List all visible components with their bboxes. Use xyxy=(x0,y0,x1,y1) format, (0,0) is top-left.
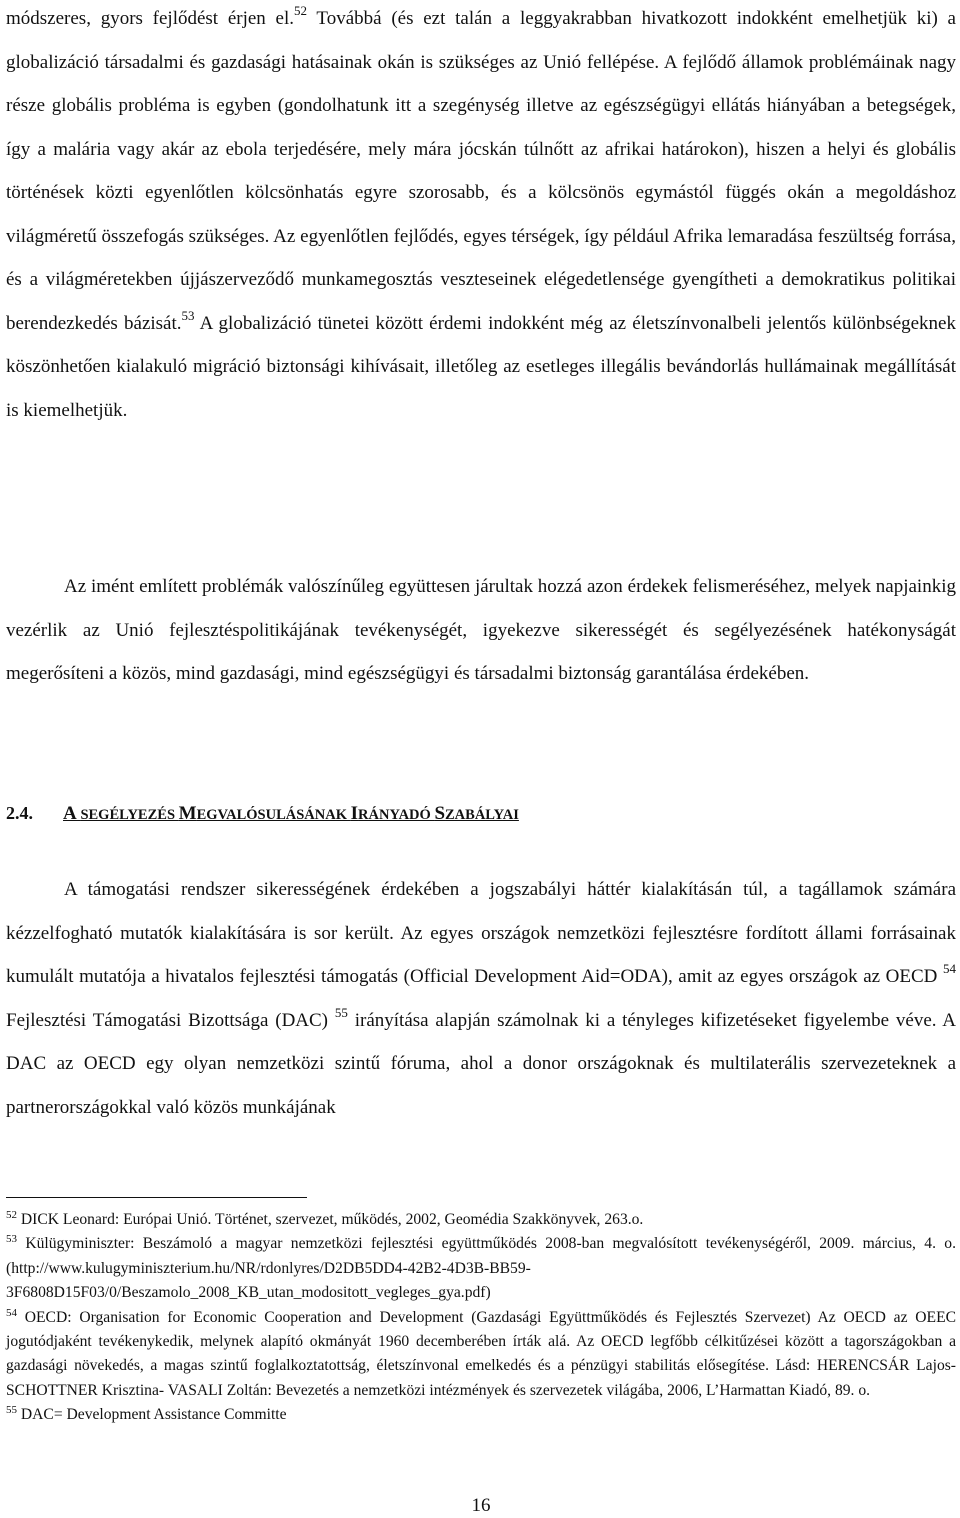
footnote-number: 52 xyxy=(6,1208,17,1221)
footnote-text: DAC= Development Assistance Committe xyxy=(17,1406,287,1424)
paragraph-text: Továbbá (és ezt talán a leggyakrabban hivatkozott indokként emelhetjük ki) a globalizáció társadalmi és gazdasági hatásainak okán is szükséges az Unió fellépése. A fejlődő államok problémáinak nagy része globális probléma is egyben (gondolhatunk itt a szegénység illetve az egészségügyi ellátás hiányában a betegségek, így a malária vagy akár az ebola terjedésére, mely mára jócskán túlnőtt az afrikai határokon), hiszen a helyi és globális történések közti egyenlőtlen kölcsönhatás egyre szorosabb, és a kölcsönös egymástól függés okán a megoldáshoz világméretű összefogás szükséges. Az egyenlőtlen fejlődés, egyes térségek, így például Afrika lemaradása feszültség forrása, és a világméretekben újjászerveződő munkamegosztás veszteseinek elégedetlensége gyengítheti a demokratikus politikai berendezkedés bázisát. xyxy=(6,8,956,334)
section-number: 2.4. xyxy=(6,803,33,823)
footnote-ref-55[interactable]: 55 xyxy=(334,1004,348,1020)
footnote-54 xyxy=(6,1306,956,1404)
footnote-53 xyxy=(6,1232,956,1305)
footnote-number: 53 xyxy=(6,1233,17,1246)
footnote-ref-52[interactable]: 52 xyxy=(294,2,308,18)
section-title: A SEGÉLYEZÉS MEGVALÓSULÁSÁNAK IRÁNYADÓ SZABÁLYAI xyxy=(63,803,519,824)
paragraph-text: Fejlesztési Támogatási Bizottsága (DAC) xyxy=(6,1009,329,1031)
footnote-text: DICK Leonard: Európai Unió. Történet, szervezet, működés, 2002, Geomédia Szakkönyvek, 263.o. xyxy=(17,1211,644,1228)
paragraph-text: A támogatási rendszer sikerességének érdekében a jogszabályi háttér kialakításán túl, a tagállamok számára kézzelfogható mutatók kialakítására is sor került. Az egyes országok nemzetközi fejlesztésre fordított állami forrásainak kumulált mutatója a hivatalos fejlesztési támogatás (Official Development Aid=ODA), amit az egyes országok az OECD xyxy=(6,879,956,988)
document-page xyxy=(6,0,956,1517)
paragraph-text: irányítása alapján számolnak ki a tényleges kifizetéseket figyelembe véve. A DAC az OECD egy olyan nemzetközi szintű fóruma, ahol a donor országoknak és multilaterális szervezeteknek a partnerországokkal való közös munkájának xyxy=(6,1009,957,1118)
footnote-number: 55 xyxy=(6,1404,17,1417)
body-paragraph-1 xyxy=(6,0,956,432)
page-number: 16 xyxy=(471,1495,491,1516)
footnote-ref-53[interactable]: 53 xyxy=(181,307,195,323)
body-paragraph-3 xyxy=(6,868,956,1129)
footnote-text: Külügyminiszter: Beszámoló a magyar nemzetközi fejlesztési együttműködés 2008-ban megvalósított tevékenységéről, 2009. március, 4. o. (http://www.kulugyminiszterium.hu/NR/rdonlyres/D2DB5DD4-42B2-4D3B-BB59-3F6808D15F03/0/Beszamolo_2008_KB_utan_modositott_vegleges_gya.pdf) xyxy=(6,1235,956,1302)
footnote-number: 54 xyxy=(6,1306,17,1319)
section-heading xyxy=(6,800,519,828)
footnote-55 xyxy=(6,1403,956,1427)
footnotes xyxy=(6,1208,956,1428)
footnote-text: OECD: Organisation for Economic Cooperation and Development (Gazdasági Együttműködés és Fejlesztés Szervezet) Az OECD az OEEC jogutódjaként tevékenykedik, melynek alapító okmányát 1960 decemberében írták alá. Az OECD legfőbb célkitűzései között a tagországokban a gazdasági növekedés, a magas szintű foglalkoztatottság, életszínvonal emelkedés és a pénzügyi stabilitás elősegítése. Lásd: HERENCSÁR Lajos-SCHOTTNER Krisztina- VASALI Zoltán: Bevezetés a nemzetközi intézmények és szervezetek világába, 2006, L’Harmattan Kiadó, 89. o. xyxy=(6,1308,956,1399)
body-paragraph-2: Az imént említett problémák valószínűleg együttesen járultak hozzá azon érdekek felismeréséhez, melyek napjainkig vezérlik az Unió fejlesztéspolitikájának tevékenységét, igyekezve sikerességét és segélyezésének hatékonyságát megerősíteni a közös, mind gazdasági, mind egészségügyi és társadalmi biztonság garantálása érdekében. xyxy=(6,576,956,685)
footnote-ref-54[interactable]: 54 xyxy=(943,961,957,976)
footnote-52 xyxy=(6,1208,956,1232)
paragraph-text: módszeres, gyors fejlődést érjen el. xyxy=(6,8,295,29)
footnote-separator xyxy=(6,1197,307,1198)
paragraph-text: A globalizáció tünetei között érdemi indokként még az életszínvonalbeli jelentős különbségeknek köszönhetően kialakuló migráció biztonsági kihívásait, illetőleg az esetleges illegális bevándorlás hullámainak megállítását is kiemelhetjük. xyxy=(6,312,956,421)
